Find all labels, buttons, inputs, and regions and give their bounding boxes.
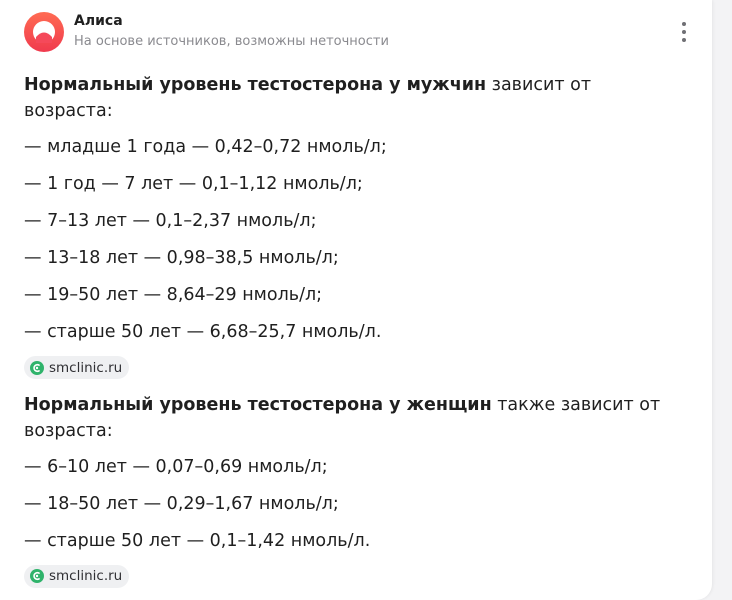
source-label: smclinic.ru [49,359,123,376]
list-item: — 7–13 лет — 0,1–2,37 нмоль/л; [24,211,317,231]
women-levels-list [24,454,684,554]
source-site-icon [30,361,44,375]
source-label: smclinic.ru [49,568,123,584]
source-link-men[interactable] [24,356,129,379]
men-heading [24,72,684,124]
assistant-name: Алиса [74,13,123,29]
list-item: — 13–18 лет — 0,98–38,5 нмоль/л; [24,248,339,268]
women-heading [24,392,684,444]
list-item: — младше 1 года — 0,42–0,72 нмоль/л; [24,137,387,157]
alice-logo-icon [24,12,64,52]
list-item: — 1 год — 7 лет — 0,1–1,12 нмоль/л; [24,174,363,194]
men-heading-rest: зависит от возраста: [24,75,592,121]
women-heading-rest: также зависит от возраста: [24,394,661,441]
list-item: — старше 50 лет — 0,1–1,42 нмоль/л. [24,530,371,551]
answer-header [24,12,696,52]
list-item: — старше 50 лет — 6,68–25,7 нмоль/л. [24,322,382,342]
disclaimer-text: На основе источников, возможны неточности [74,34,389,49]
list-item: — 19–50 лет — 8,64–29 нмоль/л; [24,285,323,305]
answer-content [24,72,684,591]
men-heading-bold: Нормальный уровень тестостерона у мужчин [24,75,487,95]
men-levels-list [24,134,684,345]
source-site-icon [30,569,44,583]
list-item: — 18–50 лет — 0,29–1,67 нмоль/л; [24,493,339,514]
women-heading-bold: Нормальный уровень тестостерона у женщин [24,394,492,415]
source-link-women[interactable] [24,565,129,588]
list-item: — 6–10 лет — 0,07–0,69 нмоль/л; [24,456,328,477]
more-vertical-icon[interactable] [672,20,696,44]
